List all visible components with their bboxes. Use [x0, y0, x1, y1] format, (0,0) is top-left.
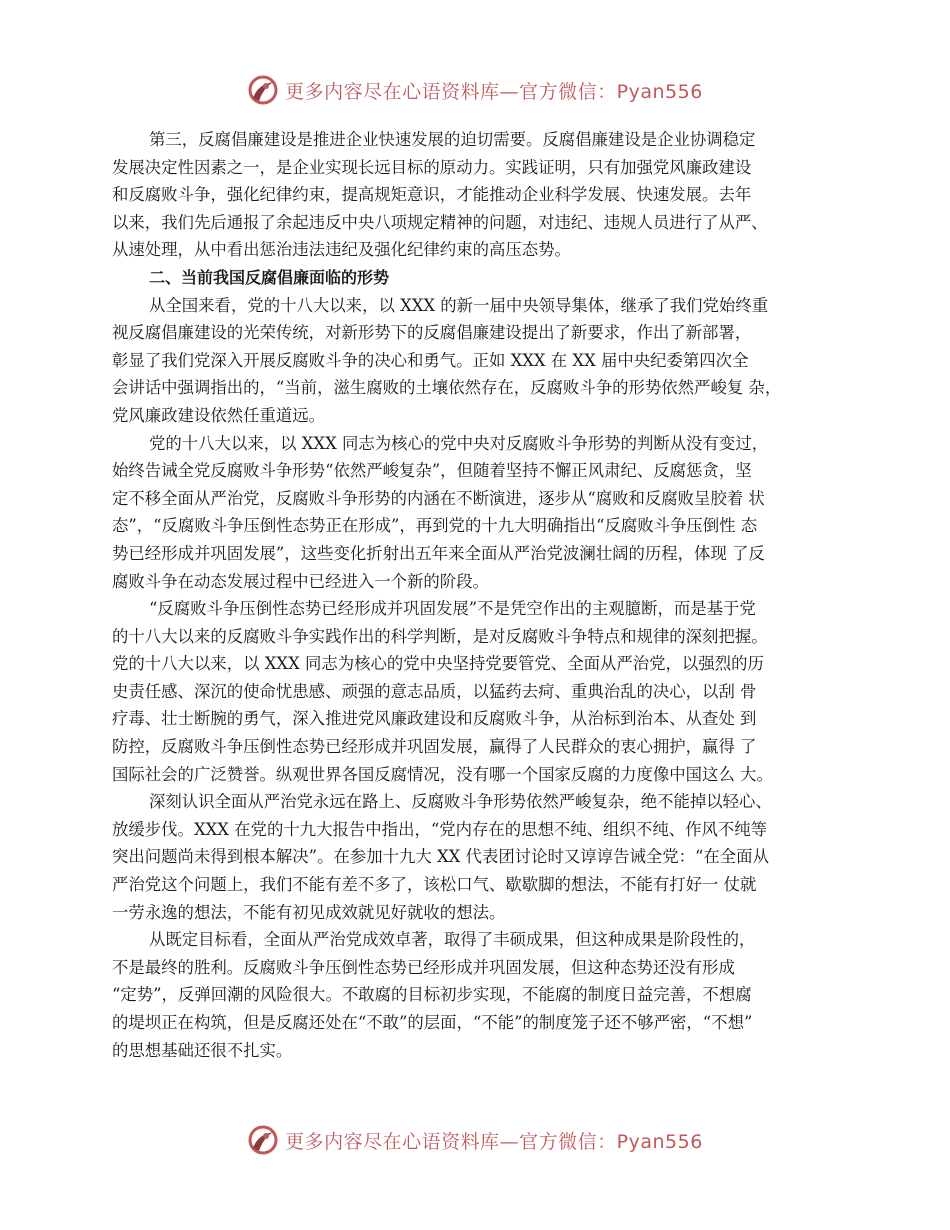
text-line: 史责任感、深沉的使命忧患感、顽强的意志品质，以猛药去疴、重典治乱的决心，以刮 骨: [112, 681, 757, 701]
text-line: 视反腐倡廉建设的光荣传统，对新形势下的反腐倡廉建设提出了新要求，作出了新部署，: [112, 323, 752, 343]
text-line: 态”，“反腐败斗争压倒性态势正在形成”，再到党的十九大明确指出“反腐败斗争压倒性 态: [112, 516, 758, 536]
text-line: 放缓步伐。XXX 在党的十九大报告中指出，“党内存在的思想不纯、组织不纯、作风不纯等: [112, 819, 768, 839]
paragraph-1: [112, 126, 864, 264]
paragraph-3: [112, 430, 864, 596]
text-line: 防控，反腐败斗争压倒性态势已经形成并巩固发展，赢得了人民群众的衷心拥护，赢得 了: [112, 737, 757, 757]
text-line: 势已经形成并巩固发展”，这些变化折射出五年来全面从严治党波澜壮阔的历程，体现 了反: [112, 543, 765, 563]
text-line: 彰显了我们党深入开展反腐败斗争的决心和勇气。正如 XXX 在 XX 届中央纪委第四次全: [112, 350, 749, 370]
brand-logo-icon: [247, 74, 279, 106]
section-heading: 二、当前我国反腐倡廉面临的形势: [149, 267, 390, 287]
text-line: 第三，反腐倡廉建设是推进企业快速发展的迫切需要。反腐倡廉建设是企业协调稳定: [149, 130, 756, 149]
text-line: 腐败斗争在动态发展过程中已经进入一个新的阶段。: [112, 571, 489, 591]
brand-logo-icon: [247, 1124, 279, 1156]
text-line: 发展决定性因素之一，是企业实现长远目标的原动力。实践证明，只有加强党风廉政建设: [112, 157, 752, 177]
banner-text: 更多内容尽在心语资料库—官方微信：Pyan556: [285, 1130, 703, 1153]
text-line: 严治党这个问题上，我们不能有差不多了，该松口气、歇歇脚的想法，不能有打好一 仗就: [112, 875, 757, 895]
text-line: 从全国来看，党的十八大以来，以 XXX 的新一届中央领导集体，继承了我们党始终重: [149, 295, 769, 315]
paragraph-2: [112, 292, 864, 430]
text-line: 国际社会的广泛赞誉。纵观世界各国反腐情况，没有哪一个国家反腐的力度像中国这么 大。: [112, 764, 773, 784]
text-line: 党的十八大以来，以 XXX 同志为核心的党中央坚持党要管党、全面从严治党，以强烈的历: [112, 654, 764, 674]
text-line: 突出问题尚未得到根本解决”。在参加十九大 XX 代表团讨论时又谆谆告诫全党：“在全面从: [112, 847, 769, 867]
text-line: 始终告诫全党反腐败斗争形势“依然严峻复杂”，但随着坚持不懈正风肃纪、反腐惩贪，坚: [112, 461, 752, 481]
text-line: 疗毒、壮士断腕的勇气，深入推进党风廉政建设和反腐败斗争，从治标到治本、从查处 到: [112, 709, 757, 729]
text-line: “反腐败斗争压倒性态势已经形成并巩固发展”不是凭空作出的主观臆断，而是基于党: [149, 599, 756, 619]
text-line: 从既定目标看，全面从严治党成效卓著，取得了丰硕成果，但这种成果是阶段性的，: [149, 930, 756, 950]
text-line: 的十八大以来的反腐败斗争实践作出的科学判断，是对反腐败斗争特点和规律的深刻把握。: [112, 626, 768, 646]
text-line: 从速处理，从中看出惩治违法违纪及强化纪律约束的高压态势。: [112, 240, 571, 260]
text-line: 不是最终的胜利。反腐败斗争压倒性态势已经形成并巩固发展，但这种态势还没有形成: [112, 957, 735, 977]
text-line: 党风廉政建设依然任重道远。: [112, 405, 326, 425]
wechat-id: Pyan556: [616, 80, 703, 103]
text-line: 定不移全面从严治党，反腐败斗争形势的内涵在不断演进，逐步从“腐败和反腐败呈胶着 状: [112, 488, 765, 508]
text-line: 和反腐败斗争，强化纪律约束，提高规矩意识，才能推动企业科学发展、快速发展。去年: [112, 185, 752, 205]
paragraph-5: [112, 788, 864, 926]
text-line: 会讲话中强调指出的，“当前，滋生腐败的土壤依然存在，反腐败斗争的形势依然严峻复 杂，: [112, 378, 782, 398]
text-line: 一劳永逸的想法，不能有初见成效就见好就收的想法。: [112, 902, 506, 922]
text-line: 以来，我们先后通报了余起违反中央八项规定精神的问题，对违纪、违规人员进行了从严、: [112, 212, 768, 232]
text-line: 深刻认识全面从严治党永远在路上、反腐败斗争形势依然严峻复杂，绝不能掉以轻心、: [149, 792, 772, 812]
header-watermark-banner: [0, 70, 950, 110]
banner-text: 更多内容尽在心语资料库—官方微信：Pyan556: [285, 80, 703, 103]
wechat-id: Pyan556: [616, 1130, 703, 1153]
text-line: 的思想基础还很不扎实。: [112, 1040, 293, 1060]
document-body: [112, 126, 864, 1064]
paragraph-6: [112, 926, 864, 1064]
text-line: “定势”，反弹回潮的风险很大。不敢腐的目标初步实现，不能腐的制度日益完善，不想腐: [112, 985, 752, 1005]
text-line: 党的十八大以来，以 XXX 同志为核心的党中央对反腐败斗争形势的判断从没有变过，: [149, 433, 769, 453]
footer-watermark-banner: [0, 1120, 950, 1160]
text-line: 的堤坝正在构筑，但是反腐还处在“不敢”的层面，“不能”的制度笼子还不够严密，“不想”: [112, 1013, 753, 1032]
paragraph-4: [112, 595, 864, 788]
